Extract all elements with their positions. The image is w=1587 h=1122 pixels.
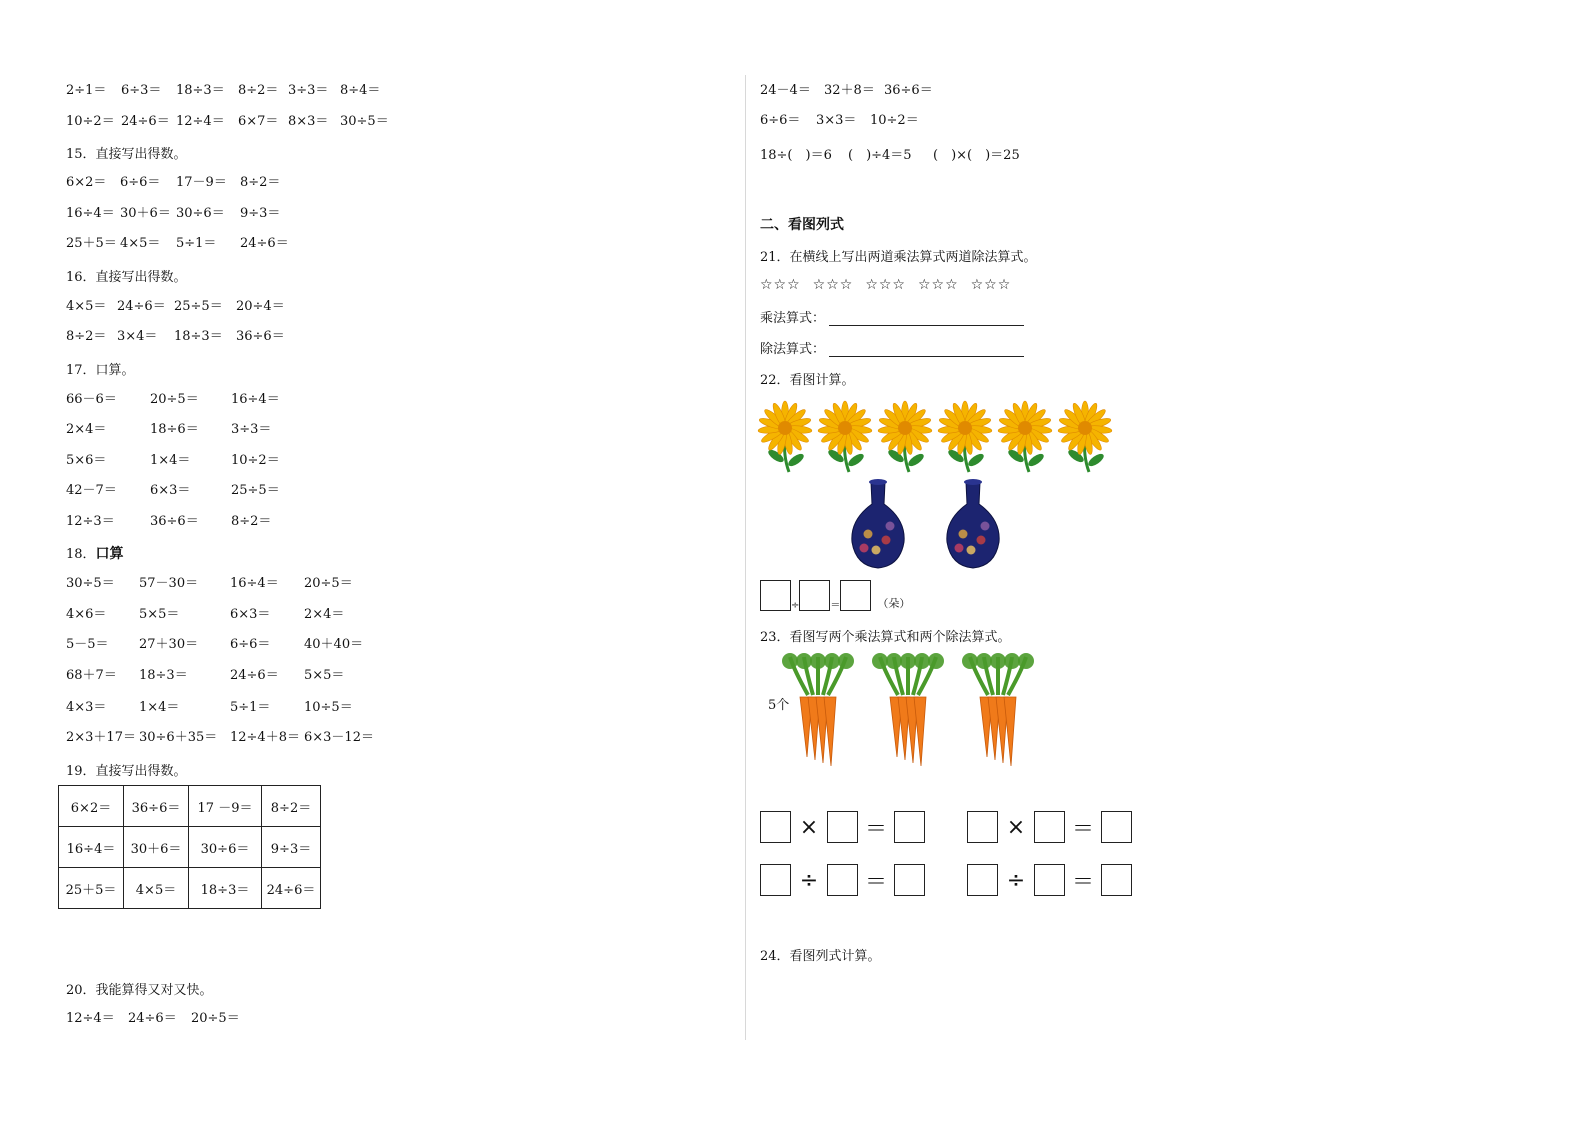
- times-sign: ×: [799, 814, 819, 840]
- expression: 16÷4＝: [66, 206, 115, 221]
- flower-icon: [818, 401, 872, 472]
- table-row: [59, 786, 321, 827]
- expression: 3÷3＝: [231, 422, 272, 437]
- expression: 20÷5＝: [191, 1011, 240, 1026]
- expression: 3×3＝: [816, 113, 857, 128]
- expression-row: [66, 512, 291, 532]
- expression: 66－6＝: [66, 392, 117, 407]
- star-groups: [760, 277, 1023, 293]
- expression: 2÷1＝: [66, 83, 107, 98]
- q23-title: 23．看图写两个乘法算式和两个除法算式。: [760, 630, 1011, 645]
- table-cell: 17 －9＝: [189, 786, 262, 827]
- expression-row: [66, 605, 388, 625]
- q21-title: 21．在横线上写出两道乘法算式两道除法算式。: [760, 250, 1037, 265]
- expression: 8÷2＝: [66, 329, 107, 344]
- expression: 17－9＝: [176, 175, 227, 190]
- table-cell: 9÷3＝: [262, 827, 321, 868]
- expression: 18÷3＝: [174, 329, 223, 344]
- answer-box[interactable]: [894, 864, 925, 896]
- expression: 30÷6＋35＝: [139, 730, 218, 745]
- expression: 4×5＝: [66, 299, 107, 314]
- expression-row: [66, 451, 291, 471]
- carrots-picture: [790, 655, 1060, 770]
- q22-answer-box-1[interactable]: [760, 580, 791, 611]
- expression-row: [66, 698, 388, 718]
- expression: 27＋30＝: [139, 637, 199, 652]
- q16-title: 16．直接写出得数。: [66, 270, 187, 285]
- expression-row: [760, 111, 930, 131]
- expression: 12÷4＋8＝: [230, 730, 300, 745]
- expression: 24÷6＝: [128, 1011, 177, 1026]
- flower-icon: [878, 401, 932, 472]
- q19-table: [58, 785, 321, 909]
- q22-answer-box-2[interactable]: [799, 580, 830, 611]
- times-sign: ×: [1006, 814, 1026, 840]
- expression: 30＋6＝: [120, 206, 171, 221]
- expression-row: [66, 420, 291, 440]
- q21-div-line: [760, 338, 1024, 357]
- q15-title: 15．直接写出得数。: [66, 147, 187, 162]
- expression-row: [66, 666, 388, 686]
- expression: 5×6＝: [66, 453, 107, 468]
- expression: 8÷2＝: [238, 83, 279, 98]
- column-divider: [745, 75, 746, 1040]
- expression: 30÷6＝: [176, 206, 225, 221]
- q22-equation: [760, 580, 910, 611]
- equals-sign: ＝: [1071, 869, 1094, 895]
- expression: 9÷3＝: [240, 206, 281, 221]
- q23-div-row: [760, 864, 1132, 896]
- answer-box[interactable]: [894, 811, 925, 843]
- expression-row: [66, 327, 286, 347]
- left-column: [66, 0, 726, 1122]
- answer-box[interactable]: [967, 864, 998, 896]
- expression: 6÷6＝: [120, 175, 161, 190]
- section-title: 二、看图列式: [760, 217, 844, 233]
- mult-answer-line[interactable]: [829, 311, 1024, 326]
- flower-icon: [758, 401, 812, 472]
- expression: 24÷6＝: [230, 668, 279, 683]
- expression: 6÷3＝: [121, 83, 162, 98]
- expression: 18÷( )＝6: [760, 148, 832, 163]
- q18-title: [66, 543, 124, 563]
- q22-title: 22．看图计算。: [760, 373, 855, 388]
- star-icon: ☆☆☆: [970, 277, 1012, 293]
- expression: 68＋7＝: [66, 668, 117, 683]
- expression: 24÷6＝: [117, 299, 166, 314]
- expression: 6÷6＝: [760, 113, 801, 128]
- q22-answer-box-3[interactable]: [840, 580, 871, 611]
- q21-mult-line: [760, 307, 1024, 326]
- equals-sign: ＝: [864, 869, 887, 895]
- answer-box[interactable]: [827, 811, 858, 843]
- expression: 10÷2＝: [870, 113, 919, 128]
- expression: 25÷5＝: [231, 483, 280, 498]
- flower-icon: [998, 401, 1052, 472]
- q19-title: 19．直接写出得数。: [66, 764, 187, 779]
- expression: 12÷4＝: [176, 114, 225, 129]
- expression: 24÷6＝: [240, 236, 289, 251]
- expression: 12÷4＝: [66, 1011, 115, 1026]
- vase-icon: [852, 479, 904, 568]
- expression: 20÷5＝: [304, 576, 353, 591]
- expression: 42－7＝: [66, 483, 117, 498]
- expression: 16÷4＝: [231, 392, 280, 407]
- answer-box[interactable]: [760, 811, 791, 843]
- expression: 40＋40＝: [304, 637, 364, 652]
- expression: 10÷2＝: [66, 114, 115, 129]
- expression: 4×6＝: [66, 607, 107, 622]
- expression: 2×4＝: [304, 607, 345, 622]
- expression: 6×2＝: [66, 175, 107, 190]
- q22-divide-sign: ÷: [791, 600, 800, 611]
- expression-row: [760, 81, 944, 101]
- right-column: [760, 0, 1540, 1122]
- expression: 36÷6＝: [150, 514, 199, 529]
- carrot-bunch-icon: [782, 653, 854, 766]
- q18-number: 18．: [66, 547, 96, 562]
- expression: 3÷3＝: [288, 83, 329, 98]
- expression-row: [760, 146, 1033, 166]
- star-icon: ☆☆☆: [760, 277, 801, 293]
- expression: 10÷2＝: [231, 453, 280, 468]
- expression-row: [66, 297, 286, 317]
- expression: 18÷6＝: [150, 422, 199, 437]
- table-cell: 16÷4＝: [59, 827, 124, 868]
- expression: 10÷5＝: [304, 700, 353, 715]
- answer-box[interactable]: [760, 864, 791, 896]
- expression: 1×4＝: [139, 700, 180, 715]
- q24-title: 24．看图列式计算。: [760, 949, 881, 964]
- expression: 25＋5＝: [66, 236, 117, 251]
- expression: 30÷5＝: [340, 114, 389, 129]
- expression: 4×5＝: [120, 236, 161, 251]
- div-answer-line[interactable]: [829, 342, 1024, 357]
- divide-sign: ÷: [799, 867, 819, 893]
- table-cell: 18÷3＝: [189, 868, 262, 909]
- bunch-count-label: 5个: [768, 698, 790, 713]
- star-icon: ☆☆☆: [812, 277, 854, 293]
- expression: 6×7＝: [238, 114, 279, 129]
- answer-box[interactable]: [1101, 864, 1132, 896]
- table-cell: 30＋6＝: [124, 827, 189, 868]
- vases-picture: [840, 478, 1040, 573]
- expression: 2×3＋17＝: [66, 730, 136, 745]
- expression: 2×4＝: [66, 422, 107, 437]
- expression-row: [66, 112, 395, 132]
- answer-box[interactable]: [1034, 864, 1065, 896]
- expression: 57－30＝: [139, 576, 199, 591]
- expression: 18÷3＝: [139, 668, 188, 683]
- expression-row: [66, 574, 388, 594]
- expression-row: [66, 481, 291, 501]
- expression-row: [66, 81, 395, 101]
- expression: 1×4＝: [150, 453, 191, 468]
- answer-box[interactable]: [967, 811, 998, 843]
- expression: ( )÷4＝5: [848, 148, 912, 163]
- expression: 8÷2＝: [231, 514, 272, 529]
- table-cell: 24÷6＝: [262, 868, 321, 909]
- expression-row: [66, 1009, 251, 1029]
- flowers-picture: [750, 400, 1120, 480]
- expression: 5－5＝: [66, 637, 109, 652]
- table-cell: 36÷6＝: [124, 786, 189, 827]
- expression-row: [66, 390, 291, 410]
- answer-box[interactable]: [1101, 811, 1132, 843]
- expression: ( )×( )＝25: [933, 148, 1020, 163]
- q23-mult-row: [760, 811, 1132, 843]
- q22-equals-sign: ＝: [830, 600, 841, 611]
- flower-icon: [1058, 401, 1112, 472]
- table-cell: 25＋5＝: [59, 868, 124, 909]
- expression: 5÷1＝: [176, 236, 217, 251]
- vase-icon: [947, 479, 999, 568]
- expression: 5×5＝: [139, 607, 180, 622]
- expression: 6÷6＝: [230, 637, 271, 652]
- expression: 6×3＝: [150, 483, 191, 498]
- expression: 20÷5＝: [150, 392, 199, 407]
- equals-sign: ＝: [1071, 816, 1094, 842]
- expression: 6×3－12＝: [304, 730, 374, 745]
- star-icon: ☆☆☆: [917, 277, 959, 293]
- answer-box[interactable]: [827, 864, 858, 896]
- expression: 3×4＝: [117, 329, 158, 344]
- answer-box[interactable]: [1034, 811, 1065, 843]
- expression-row: [66, 173, 290, 193]
- expression: 6×3＝: [230, 607, 271, 622]
- divide-sign: ÷: [1006, 867, 1026, 893]
- table-row: [59, 827, 321, 868]
- expression: 8÷4＝: [340, 83, 381, 98]
- expression: 5÷1＝: [230, 700, 271, 715]
- expression: 18÷3＝: [176, 83, 225, 98]
- equals-sign: ＝: [864, 816, 887, 842]
- div-label: 除法算式：: [760, 342, 826, 357]
- expression-row: [66, 635, 388, 655]
- q18-heading: 口算: [95, 546, 124, 562]
- q17-title: 17．口算。: [66, 363, 135, 378]
- expression: 30÷5＝: [66, 576, 115, 591]
- q22-unit: （朵）: [877, 597, 911, 610]
- expression: 32＋8＝: [824, 83, 875, 98]
- expression: 25÷5＝: [174, 299, 223, 314]
- carrot-bunch-icon: [872, 653, 944, 766]
- table-cell: 4×5＝: [124, 868, 189, 909]
- expression: 8÷2＝: [240, 175, 281, 190]
- flower-icon: [938, 401, 992, 472]
- expression: 12÷3＝: [66, 514, 115, 529]
- expression: 8×3＝: [288, 114, 329, 129]
- expression: 16÷4＝: [230, 576, 279, 591]
- star-icon: ☆☆☆: [865, 277, 906, 293]
- table-row: [59, 868, 321, 909]
- expression-row: [66, 234, 290, 254]
- expression: 5×5＝: [304, 668, 345, 683]
- expression: 4×3＝: [66, 700, 107, 715]
- table-cell: 8÷2＝: [262, 786, 321, 827]
- expression: 24÷6＝: [121, 114, 170, 129]
- q20-title: 20．我能算得又对又快。: [66, 983, 213, 998]
- table-cell: 6×2＝: [59, 786, 124, 827]
- expression: 24－4＝: [760, 83, 811, 98]
- table-cell: 30÷6＝: [189, 827, 262, 868]
- expression: 20÷4＝: [236, 299, 285, 314]
- expression: 36÷6＝: [884, 83, 933, 98]
- expression: 36÷6＝: [236, 329, 285, 344]
- expression-row: [66, 204, 290, 224]
- expression-row: [66, 728, 388, 748]
- mult-label: 乘法算式：: [760, 311, 826, 326]
- carrot-bunch-icon: [962, 653, 1034, 766]
